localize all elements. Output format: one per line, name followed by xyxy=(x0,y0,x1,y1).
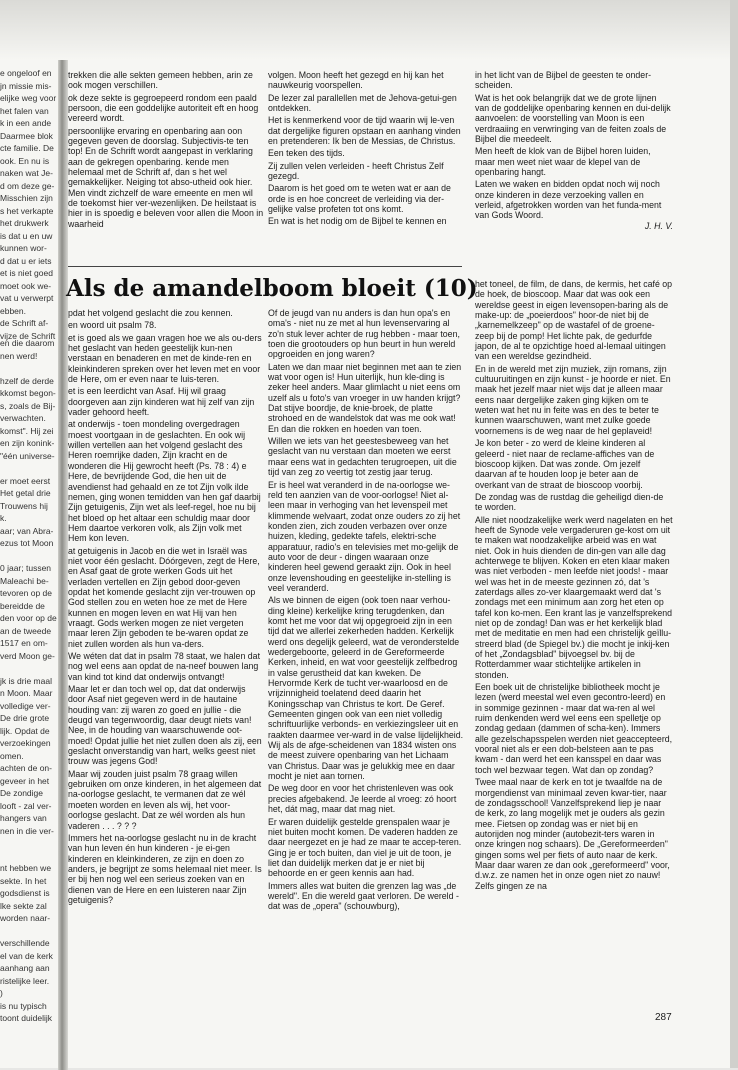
strip-line xyxy=(0,838,60,849)
strip-line: verschillende xyxy=(0,938,50,948)
article1-column-3 xyxy=(475,70,673,270)
strip-line: is nu typisch xyxy=(0,1000,47,1011)
strip-line: verd Moon ge- xyxy=(0,650,55,661)
paragraph: trekken die alle sekten gemeen hebben, arin ze ook mogen verschillen. xyxy=(68,70,253,91)
scan-top-shadow xyxy=(0,0,738,60)
strip-line: vijze de Schrift xyxy=(0,330,56,341)
strip-line xyxy=(0,363,60,374)
scan-right-edge xyxy=(730,0,738,1068)
strip-line: d om deze ge- xyxy=(0,180,55,191)
strip-line: Maleachi be- xyxy=(0,575,49,586)
paragraph: Als we binnen de eigen (ook toen naar verhou-ding kleine) kerkelijke kring terugdenken, dan komt het me voor dat wij opgegroeid zijn in een tijd dat we allerlei zekerheden hadden. Kerkelijk werd ons degelijk geleerd, wat de veronderstelde wedergeboorte, geleerd in de Gereformeerde Kerken, inheid, en wat voor geestelijk zelfbedrog in valse gerustheid dat kan kweken. De Hervormde Kerk de tucht ver-waarloosd en de vrijzinnigheid toelatend deed daarin het Koningsschap van Christus te kort. De Geref. Gemeenten gingen ook van een niet volledig schriftuurlijke verbonds- en verkiezingsleer uit en raakten daarmee ver-ward in de valse lijdelijkheid. Wij als de afge-scheidenen van 1834 wisten ons de meest zuivere openbaring van het Lichaam van Christus. Daar was je gelukkig mee en daar mocht je niet aan tornen. xyxy=(268,595,464,782)
article2-column-3 xyxy=(475,279,673,1014)
strip-line: Misschien zijn xyxy=(0,193,53,203)
strip-line: n Moon. Maar xyxy=(0,688,53,698)
strip-line: elijke weg voor xyxy=(0,93,57,103)
paragraph: Willen we iets van het geestesbeweeg van het geslacht van nu verstaan dan moeten we eerst maar eens wat in gedachten terugroepen, uit die tijd van zeg zo veertig tot zestig jaar terug. xyxy=(268,436,457,478)
strip-line: nen in die ver- xyxy=(0,825,54,836)
strip-line: nt hebben we xyxy=(0,863,52,873)
strip-line: lijk. Opdat de xyxy=(0,725,50,736)
strip-line: k. xyxy=(0,513,7,523)
paragraph: Maar let er dan toch wel op, dat dat onderwijs door Asaf niet gegeven werd in de hautaine houding van: zij waren zo goed en jullie - die deugd van tegenwoordig, daar deugt niets van! Nee, in de houding van waarschuwende oot-moed! Opdat jullie het niet zullen doen als zij, een geslacht onverstandig van hart, welks geest niet trouw was jegens God! xyxy=(68,684,262,767)
paragraph: pdat het volgend geslacht die zou kennen. xyxy=(68,308,233,318)
paragraph: De weg door en voor het christenleven was ook precies afgebakend. Je leerde al vroeg: zó hoort het, dát mag, maar dat mag niet. xyxy=(268,783,457,815)
strip-line: ristelijke leer. xyxy=(0,975,50,986)
strip-line: ebben. xyxy=(0,305,26,316)
article2-column-1 xyxy=(68,308,262,1013)
paragraph: We wéten dat dat in psalm 78 staat, we halen dat nog wel eens aan opdat de na-neef bouwen lang van kind tot kind dat onderwijs ontvangt! xyxy=(68,651,261,682)
strip-line: hangers van xyxy=(0,813,47,823)
strip-line: an de tweede xyxy=(0,625,52,636)
paragraph: De lezer zal parallellen met de Jehova-getui-gen ontdekken. xyxy=(268,92,457,114)
strip-line: el van de kerk xyxy=(0,950,53,961)
strip-line: het drukwerk xyxy=(0,218,49,228)
strip-line: jn missie mis- xyxy=(0,80,52,91)
strip-line: en zijn konink- xyxy=(0,438,55,448)
title-rule xyxy=(68,266,462,267)
strip-line: sekte. In het xyxy=(0,875,47,886)
article1-column-2 xyxy=(268,70,464,260)
paragraph: Laten we waken en bidden opdat noch wij noch onze kinderen in deze verzoeking vallen en verleid, afgetrokken worden van het funda-ment van Gods Woord. xyxy=(475,179,662,221)
strip-line: looft - zal ver- xyxy=(0,800,52,811)
paragraph: het toneel, de film, de dans, de kermis, het café op de hoek, de bioscoop. Maar dat was ook een wereldse geest in eigen levensopen-baring als de make-up: de „poeierdoos" hoor-de niet bij de „karnemelkzeep" op de wastafel of de groene-zeep bij de pomp! Het lichte pak, de gedurfde japon, de al te opzichtige hoed al-lemaal uitingen van een wereldse gezindheid. xyxy=(475,279,673,362)
paragraph: en woord uit psalm 78. xyxy=(68,320,157,331)
strip-line: komst". Hij zei xyxy=(0,425,54,436)
paragraph: ok deze sekte is gegroepeerd rondom een paald persoon, die een goddelijke autoriteit eft en hoog vereerd wordt. xyxy=(68,92,259,124)
paragraph: persoonlijke ervaring en openbaring aan oon gegeven geven de doorslag. Subjectivis-te ten top! En de Schrift wordt aangepast in verklaring aan de gekregen openbaring. kende men helemaal met de Schrift af, dan s het wel gemakkelijker. Neiging tot abso-utheid ook hier. Men vindt zichzelf de ware emeente en men wil de toekomst hier ver-wezenlijken. De heilstaat is hier in is spoedig e beleven voor allen die Moon in waarheid xyxy=(68,125,264,229)
paragraph: at getuigenis in Jacob en die wet in Israël was niet voor één geslacht. Dóórgeven, zegt de Here, en Asaf gaat de grote werken Gods uit het verladen vertellen en Zijn gebod door-geven opdat het komende geslacht zijn ver-trouwen op God stellen zou en weten hoe ze met de Here kunnen en mogen leven en wat Hij van hen vraagt. Gods werken mogen ze niet vergeten maar leren Zijn geboden te be-waren opdat ze niet zullen worden als hun va-ders. xyxy=(68,545,260,649)
strip-line: de Schrift af- xyxy=(0,318,49,328)
strip-line: kkomst begon- xyxy=(0,388,56,398)
paragraph: Twee maal naar de kerk en tot je twaalfde na de morgendienst van minimaal zeven kwar-tier, naar de zondagsschool! Vanzelfsprekend liep je naar de kerk, zo lang mogelijk met je ouders als gezin mee. Fietsen op zondag was er niet bij en autorijden nog minder (autobezit-ters waren in onze kringen nog schaars). De „Gereformeerden" gingen soms wel per fiets of auto naar de kerk. Maar daar waren ze dan ook „gereformeerd" voor, d.w.z. ze namen het in onze ogen niet zo nauw! Zelfs gingen ze na xyxy=(475,777,670,891)
paragraph: Een teken des tijds. xyxy=(268,148,345,159)
paragraph: Daarom is het goed om te weten wat er aan de orde is en hoe concreet de verleiding via der-gelijke valse profeten tot ons komt. xyxy=(268,183,451,215)
strip-line: De zondige xyxy=(0,788,44,798)
article1-column-3-text xyxy=(475,70,673,221)
strip-line: moet ook we- xyxy=(0,280,52,291)
strip-line: den voor op de xyxy=(0,613,57,623)
paragraph: Laten we dan maar niet beginnen met aan te zien wat voor ogen is! Hun uiterlijk, hun kle-ding is zeker heel anders. Maar glimlacht u niet eens om uzelf als u foto's van vroeger in uw handen krijgt? Dat stijve boordje, de knie-broek, de platte strohoed en de wandelstok dat was me ook wat! En dan die rokken en hoeden van toen. xyxy=(268,361,462,434)
strip-line: godsdienst is xyxy=(0,888,50,898)
paragraph: Een boek uit de christelijke bibliotheek mocht je lezen (werd meestal wel even gecontro-leerd) en in sommige gezinnen - maar dat wa-ren al wel ruim denkenden werd wel eens een spelletje op zondag gedaan (dammen of scha-ken). Immers alle gezelschapsspelen werden niet geaccepteerd, vooral niet als er een dob-belsteen aan te pas kwam - dan werd het een kansspel en daar was toch wel bezwaar tegen. Wat dan op zondag? xyxy=(475,682,673,775)
strip-line xyxy=(0,663,60,674)
strip-line: volledige ver- xyxy=(0,700,51,711)
paragraph: Er is heel wat veranderd in de na-oorlogse we-reld ten aanzien van de voor-oorlogse! Niet al-leen maar in verhoging van het levenspeil met klimmende welvaart, zodat onze ouders zo zij het konden zien, zich zouden verbazen over onze huizen, kleding, gedekte tafels, elektri-sche apparatuur, radio's en televisies met mo-gelijk de auto voor de deur - dingen waaraan onze kinderen heel gewend geraakt zijn. Ook in heel onze levenshouding en geestelijke in-stelling is veel veranderd. xyxy=(268,479,461,593)
strip-line: achten de on- xyxy=(0,763,52,773)
strip-line xyxy=(0,926,60,937)
strip-line: ezus tot Moon xyxy=(0,538,54,548)
strip-line: ook. En nu is xyxy=(0,155,50,166)
strip-line: e ongeloof en xyxy=(0,68,52,78)
left-page-strip-top xyxy=(0,68,60,341)
strip-line: toont duidelijk xyxy=(0,1013,52,1023)
paragraph: Maar wij zouden juist psalm 78 graag willen gebruiken om onze kinderen, in het algemeen dat na-oorlogse geslacht, te vermanen dat ze wél moeten worden en leven als wij, het voor-oorlogse geslacht. Dat ze wél worden als hun vaderen . . . ? ? ? xyxy=(68,768,262,831)
paragraph: Wat is het ook belangrijk dat we de grote lijnen van de goddelijke openbaring kennen en dui-delijk aanvoelen: de voorstelling van Moon is een verdraaiing en verwringing van de feiten zoals de Bijbel die meedeelt. xyxy=(475,92,671,145)
left-page-strip-bottom xyxy=(0,338,60,1023)
paragraph: Alle niet noodzakelijke werk werd nagelaten en het heeft de Synode vele vergaderuren ge-kost om uit te maken wat noodzakelijke arbeid was en wat niet. Ook in huis dienden de din-gen van alle dag achterwege te blijven. Koken en eten klaar maken was niet verboden - men leefde niet joods! - maar wel was het in de meeste gezinnen zó, dat 's zaterdags alles zo-ver klaargemaakt werd dat 's zondags met een minimum aan zorg het eten op tafel kon ko-men. Een krant las je vanzelfsprekend niet op de zondag! Dan was er het kerkelijk blad met de meditatie en men had een christelijk geïllu-streerd blad (de Spiegel bv.) die mocht je inkij-ken of het „Zondagsblad" bijvoegsel bv. bij de Rotterdammer waar stichtelijke artikelen in stonden. xyxy=(475,514,673,680)
strip-line: omen. xyxy=(0,750,24,761)
strip-line: geveer in het xyxy=(0,775,50,786)
strip-line: bereidde de xyxy=(0,600,45,611)
strip-line: et is niet goed xyxy=(0,268,53,278)
paragraph: Je kon beter - zo werd de kleine kinderen al geleerd - niet naar de reclame-affiches van de bioscoop kijken. Dat was zonde. Om jezelf daarvan af te houden loop je beter aan de overkant van de straat de bioscoop voorbij. xyxy=(475,438,655,490)
paragraph: et is een leerdicht van Asaf. Hij wil graag doorgeven aan zijn kinderen wat hij zelf van zijn vader gehoord heeft. xyxy=(68,386,255,418)
strip-line: en die daarom xyxy=(0,338,55,348)
strip-line: 1517 en om- xyxy=(0,638,48,648)
strip-line: aar; van Abra- xyxy=(0,525,54,536)
strip-line: lke sekte zal xyxy=(0,900,47,911)
strip-line: Het getal drie xyxy=(0,488,51,498)
page-fold-shadow xyxy=(58,60,68,1070)
strip-line: naken wat Je- xyxy=(0,168,53,178)
paragraph: En in de wereld met zijn muziek, zijn romans, zijn cultuuruitingen en zijn kunst - je hoorde er niet. En maak het jezelf maar niet wijs dat je alleen maar eens naar dergelijke zaken ging kijken om te weten wat het nu in feite was en des te beter te kunnen waarschuwen, want met zulke goede voornemens is de weg naar de hel geplaveid! xyxy=(475,363,671,436)
strip-line xyxy=(0,851,60,862)
strip-line: verzoekingen xyxy=(0,738,51,748)
strip-line: ) xyxy=(0,988,3,998)
strip-line: Trouwens hij xyxy=(0,500,48,511)
article1-column-1 xyxy=(68,70,264,260)
paragraph: De zondag was de rustdag die geheiligd dien-de te worden. xyxy=(475,491,664,513)
strip-line: cte familie. De xyxy=(0,143,54,153)
paragraph: volgen. Moon heeft het gezegd en hij kan het nauwkeurig voorspellen. xyxy=(268,70,444,91)
paragraph: et is goed als we gaan vragen hoe we als ou-ders het geslacht van heden geestelijk kun-nen verstaan en benaderen en met de kinde-ren en kleinkinderen spreken over het leven met en voor de Here, om er even naar te luis-teren. xyxy=(68,332,262,385)
strip-line: d dat u er iets xyxy=(0,255,52,266)
paragraph: Er waren duidelijk gestelde grenspalen waar je niet buiten mocht komen. De vaderen hadden ze daar neergezet en je had ze maar te accep-teren. Ging je er toch buiten, dan viel je uit de toon, je liet dan duidelijk merken dat je er niet bij behoorde en er geen kennis aan had. xyxy=(268,816,462,879)
strip-line: kunnen wor- xyxy=(0,243,47,253)
strip-line: er moet eerst xyxy=(0,475,51,486)
strip-line: worden naar- xyxy=(0,913,51,923)
article2-column-2 xyxy=(268,308,464,1013)
article1-signature: J. H. V. xyxy=(644,220,673,231)
strip-line xyxy=(0,463,60,474)
article-title: Als de amandelboom bloeit (10) xyxy=(66,275,478,302)
strip-line: tevoren op de xyxy=(0,588,52,598)
strip-line: het falen van xyxy=(0,105,49,116)
paragraph: En wat is het nodig om de Bijbel te kennen en xyxy=(268,216,447,227)
paragraph: in het licht van de Bijbel de geesten te onder-scheiden. xyxy=(475,70,652,91)
strip-line: hzelf de derde xyxy=(0,375,54,386)
strip-line: nen werd! xyxy=(0,350,38,361)
strip-line: 0 jaar; tussen xyxy=(0,563,52,573)
paragraph: Het is kenmerkend voor de tijd waarin wij le-ven dat dergelijke figuren opstaan en aanhang vinden en pretenderen: Ik ben de Messias, de Christus. xyxy=(268,115,461,147)
strip-line: "één universe- xyxy=(0,450,55,461)
strip-line: verwachten. xyxy=(0,413,46,423)
paragraph: Immers alles wat buiten die grenzen lag was „de wereld". En die wereld gaat verloren. De wereld - dat was de „opera" (schouwburg), xyxy=(268,880,459,912)
paragraph: Immers het na-oorlogse geslacht nu in de kracht van hun leven én hun kinderen - je ei-gen kinderen en kleinkinderen, ze zijn en doen zo anders, je begrijpt ze soms helemaal niet meer. Is er bij hen nog wel een serieus zoeken van en dienen van de Here en een luisteren naar Zijn getuigenis? xyxy=(68,832,262,905)
strip-line: k in een ande xyxy=(0,118,52,128)
strip-line: aanhang aan xyxy=(0,963,50,973)
strip-line: s, zoals de Bij- xyxy=(0,400,56,411)
paragraph: at onderwijs - toen mondeling overgedragen moest voortgaan in de geslachten. En ook wij willen vertellen aan het volgend geslacht des Heren roemrijke daden, Zijn kracht en de wonderen die Hij gewrocht heeft (Ps. 78 : 4) e Here, de bevrijdende God, die hen uit de avendienst had gehaald en ze tot Zijn volk ilde nemen, ging wonen temidden van hen gaf daarbij Zijn getuigenis, Zijn wet als leef-regel, hoe nu bij het bloed op het altaar een schuldig maar door Hem daartoe verkoren volk, als Zijn volk met Hem kon leven. xyxy=(68,419,261,544)
paragraph: Of de jeugd van nu anders is dan hun opa's en oma's - niet nu ze met al hun levenservaring al zo'n stuk lever achter de rug hebben - maar toen, toen die grootouders op hun beurt in hun wereld opgroeiden en jong waren? xyxy=(268,308,460,360)
strip-line: is dat u en uw xyxy=(0,230,53,241)
page-number: 287 xyxy=(655,1012,672,1023)
paragraph: Men heeft de klok van de Bijbel horen luiden, maar men weet niet waar de klepel van de openbaring hangt. xyxy=(475,146,651,178)
strip-line: De drie grote xyxy=(0,713,50,723)
strip-line: Daarmee blok xyxy=(0,130,53,141)
strip-line: jk is drie maal xyxy=(0,675,52,686)
strip-line: s het verkapte xyxy=(0,205,54,216)
strip-line: vat u verwerpt xyxy=(0,293,54,303)
strip-line xyxy=(0,551,60,562)
paragraph: Zij zullen velen verleiden - heeft Christus Zelf gezegd. xyxy=(268,160,444,182)
